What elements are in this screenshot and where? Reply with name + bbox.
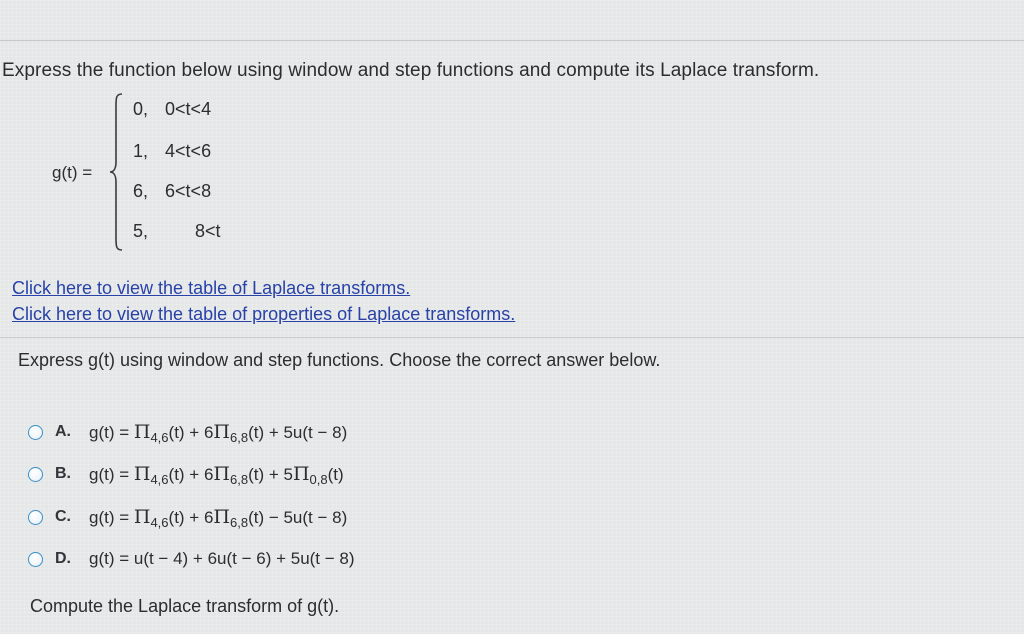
piece-value: 1,	[133, 141, 149, 161]
piece-row-2	[133, 141, 211, 162]
piece-value: 5,	[133, 221, 149, 241]
radio-circle-icon[interactable]	[28, 425, 43, 440]
piece-condition: 6<t<8	[165, 181, 212, 201]
help-links	[12, 275, 515, 327]
piece-condition: 8<t	[195, 221, 221, 241]
choice-expression	[89, 463, 344, 485]
expression-lhs: g(t) =	[89, 508, 134, 527]
laplace-table-link[interactable]: Click here to view the table of Laplace transforms.	[12, 278, 411, 298]
window-function-symbol: Π	[213, 421, 230, 443]
choice-b[interactable]	[28, 462, 344, 486]
window-subscript: 0,8	[309, 472, 328, 487]
expression-term: (t) + 6	[168, 508, 214, 527]
choice-letter: A.	[55, 423, 71, 440]
top-divider	[0, 40, 1024, 41]
left-brace-icon	[108, 92, 124, 252]
window-function-symbol: Π	[133, 506, 151, 528]
radio-circle-icon[interactable]	[28, 552, 43, 567]
window-subscript: 6,8	[229, 472, 249, 487]
window-subscript: 6,8	[229, 430, 249, 445]
choice-a[interactable]	[28, 420, 347, 444]
section-divider	[0, 337, 1024, 338]
window-subscript: 4,6	[150, 515, 169, 530]
piece-value: 0,	[133, 99, 149, 119]
laplace-properties-link[interactable]: Click here to view the table of properties of Laplace transforms.	[12, 304, 516, 324]
window-subscript: 6,8	[229, 515, 249, 530]
window-subscript: 4,6	[150, 430, 169, 445]
expression-term: (t) + 6	[168, 465, 214, 484]
choice-letter: B.	[55, 465, 71, 482]
expression-term: (t) + 5u(t − 8)	[248, 423, 348, 442]
expression-term: (t)	[327, 465, 344, 484]
window-function-symbol: Π	[213, 506, 230, 528]
choice-letter: D.	[55, 550, 71, 567]
window-subscript: 4,6	[150, 472, 169, 487]
expression-term: (t) − 5u(t − 8)	[248, 508, 348, 527]
expression-lhs: g(t) =	[89, 423, 134, 442]
radio-circle-icon[interactable]	[28, 510, 43, 525]
window-function-symbol: Π	[213, 463, 230, 485]
compute-prompt: Compute the Laplace transform of g(t).	[30, 596, 340, 616]
piece-condition: 0<t<4	[165, 99, 212, 119]
piece-row-1	[133, 99, 211, 120]
window-function-symbol: Π	[133, 421, 151, 443]
expression-lhs: g(t) =	[89, 549, 134, 568]
window-function-symbol: Π	[292, 463, 310, 485]
piece-value: 6,	[133, 181, 149, 201]
window-function-symbol: Π	[133, 463, 151, 485]
prompt-text: Express g(t) using window and step functions. Choose the correct answer below.	[18, 350, 661, 370]
question-text: Express the function below using window and step functions and compute its Laplace transform.	[2, 60, 820, 81]
choice-expression	[89, 421, 347, 443]
expression-term: (t) + 6	[168, 423, 214, 442]
expression-lhs: g(t) =	[89, 465, 134, 484]
expression-term: u(t − 4) + 6u(t − 6) + 5u(t − 8)	[133, 549, 355, 568]
piece-row-4	[133, 221, 221, 242]
choice-expression	[89, 549, 355, 569]
choice-d[interactable]	[28, 547, 355, 571]
choice-letter: C.	[55, 508, 71, 525]
choice-expression	[89, 506, 347, 528]
expression-term: (t) + 5	[248, 465, 293, 484]
function-label: g(t) =	[52, 163, 93, 182]
piece-condition: 4<t<6	[165, 141, 212, 161]
piece-row-3	[133, 181, 211, 202]
choice-c[interactable]	[28, 505, 347, 529]
radio-circle-icon[interactable]	[28, 467, 43, 482]
